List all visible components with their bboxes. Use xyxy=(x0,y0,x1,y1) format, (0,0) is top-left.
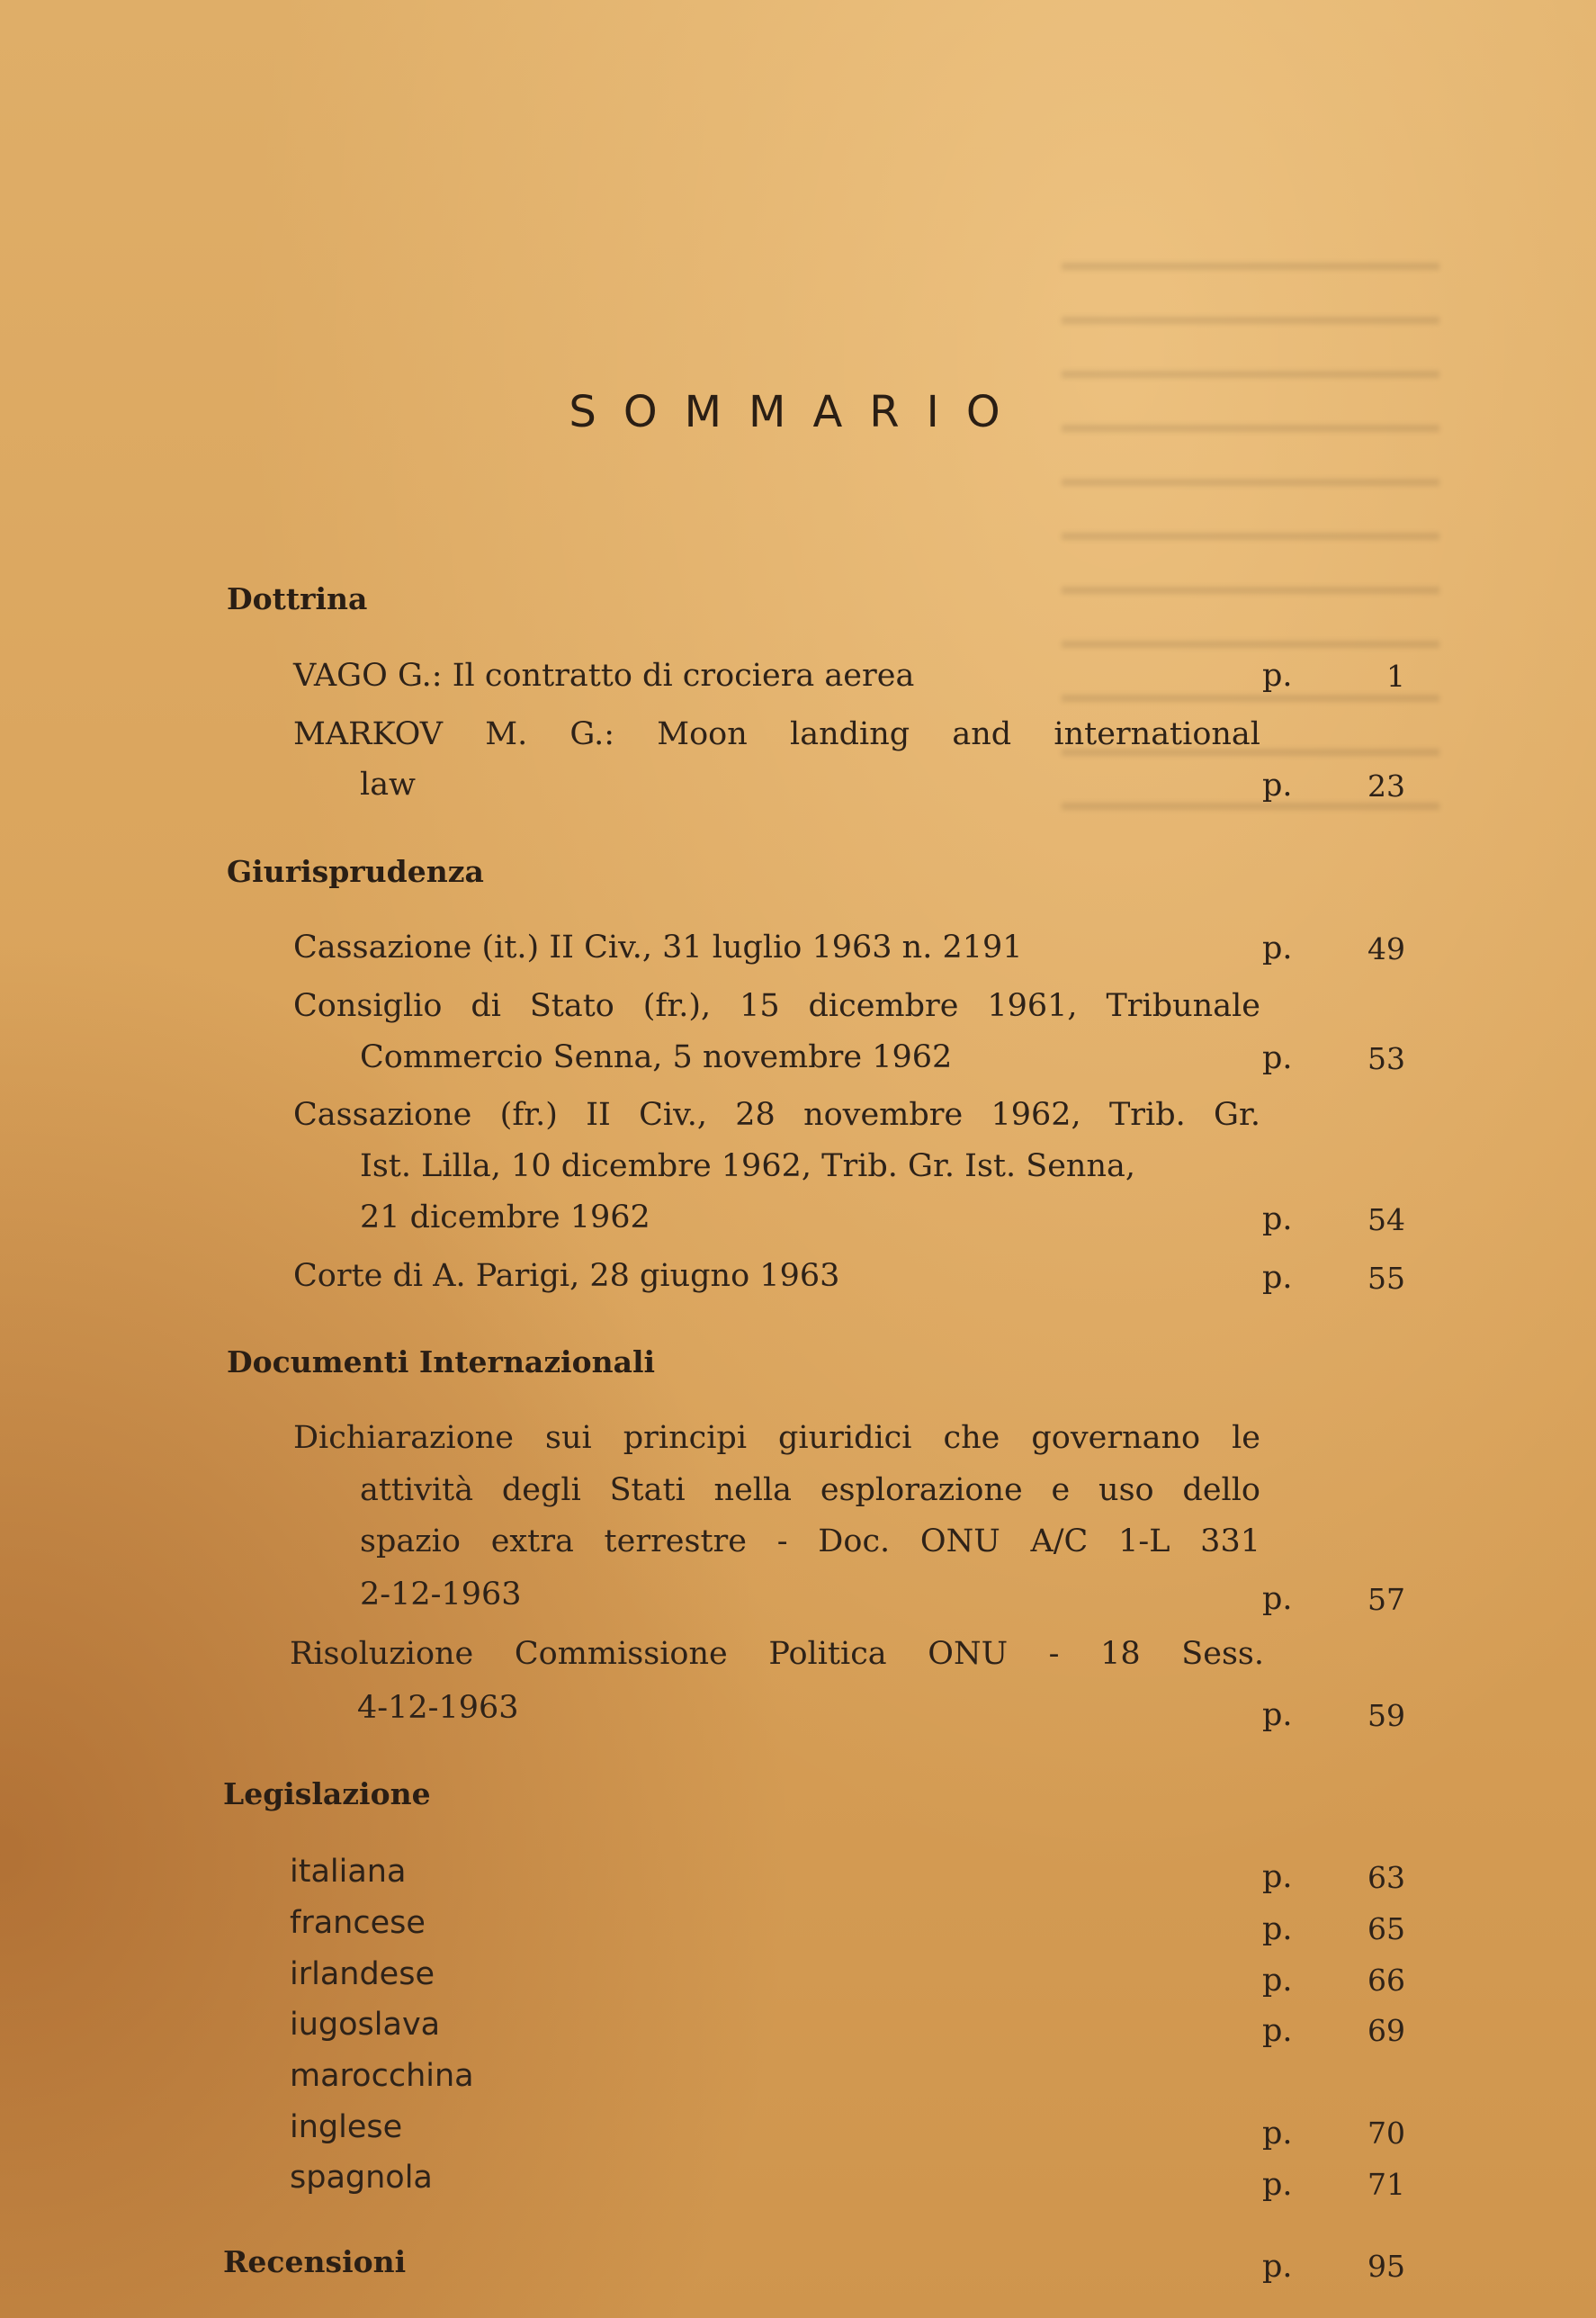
toc-entry-cassazione-fr: Cassazione (fr.) II Civ., 28 novembre 1962, Trib. Gr. xyxy=(293,1097,1260,1133)
section-heading-recensioni: Recensioni xyxy=(223,2244,407,2279)
page-number: 49 xyxy=(1367,931,1405,966)
page-abbr: p. xyxy=(1262,1911,1293,1947)
toc-entry-markov-cont: law xyxy=(360,767,417,803)
section-heading-legislazione: Legislazione xyxy=(223,1776,431,1811)
page-number: 53 xyxy=(1367,1041,1405,1076)
page-number: 54 xyxy=(1367,1202,1405,1237)
toc-entry-cassazione-fr-cont: 21 dicembre 1962 xyxy=(360,1199,650,1235)
page-abbr: p. xyxy=(1262,1859,1293,1895)
page-abbr: p. xyxy=(1262,1581,1293,1617)
legislazione-item: spagnola xyxy=(290,2160,433,2196)
page-abbr: p. xyxy=(1262,2249,1293,2285)
page-abbr: p. xyxy=(1262,768,1293,804)
section-heading-dottrina: Dottrina xyxy=(227,581,368,616)
page-number: 95 xyxy=(1367,2249,1405,2284)
page-number: 1 xyxy=(1386,659,1405,694)
toc-entry-cassazione-fr-cont: Ist. Lilla, 10 dicembre 1962, Trib. Gr. Ist. Senna, xyxy=(360,1148,1135,1184)
toc-entry-consiglio-stato: Consiglio di Stato (fr.), 15 dicembre 1961, Tribunale xyxy=(293,988,1260,1024)
page-abbr: p. xyxy=(1262,2167,1293,2203)
toc-entry-consiglio-stato-cont: Commercio Senna, 5 novembre 1962 xyxy=(360,1039,953,1075)
bleed-through-text xyxy=(1062,225,1439,855)
page-abbr: p. xyxy=(1262,2116,1293,2152)
page-number: 70 xyxy=(1367,2116,1405,2151)
page-abbr: p. xyxy=(1262,1697,1293,1733)
legislazione-item: marocchina xyxy=(290,2058,474,2094)
toc-entry-dichiarazione-cont: 2-12-1963 xyxy=(360,1577,522,1613)
toc-entry-dichiarazione-cont: spazio extra terrestre - Doc. ONU A/C 1-L 331 xyxy=(360,1523,1260,1559)
page-abbr: p. xyxy=(1262,930,1293,966)
legislazione-item: irlandese xyxy=(290,1956,435,1992)
page-abbr: p. xyxy=(1262,1963,1293,1999)
toc-entry-markov: MARKOV M. G.: Moon landing and international xyxy=(293,716,1260,752)
page-number: 63 xyxy=(1367,1860,1405,1895)
page-number: 65 xyxy=(1367,1911,1405,1946)
page-abbr: p. xyxy=(1262,1040,1293,1076)
toc-entry-corte-parigi: Corte di A. Parigi, 28 giugno 1963 xyxy=(293,1258,840,1294)
toc-entry-cassazione-it: Cassazione (it.) II Civ., 31 luglio 1963 n. 2191 xyxy=(293,930,1023,966)
toc-entry-dichiarazione-cont: attività degli Stati nella esplorazione e uso dello xyxy=(360,1472,1260,1508)
page-abbr: p. xyxy=(1262,658,1293,694)
page-number: 59 xyxy=(1367,1698,1405,1733)
page-number: 69 xyxy=(1367,2013,1405,2048)
toc-entry-risoluzione-cont: 4-12-1963 xyxy=(357,1690,519,1726)
legislazione-item: iugoslava xyxy=(290,2007,441,2043)
page-number: 66 xyxy=(1367,1963,1405,1998)
toc-entry-risoluzione: Risoluzione Commissione Politica ONU - 18 Sess. xyxy=(290,1636,1264,1672)
page-number: 57 xyxy=(1367,1582,1405,1617)
legislazione-item: italiana xyxy=(290,1854,407,1890)
page-title: SOMMARIO xyxy=(569,387,1027,437)
page-abbr: p. xyxy=(1262,2013,1293,2049)
page-number: 55 xyxy=(1367,1261,1405,1296)
page-abbr: p. xyxy=(1262,1201,1293,1237)
page-number: 71 xyxy=(1367,2167,1405,2202)
legislazione-item: francese xyxy=(290,1905,426,1941)
page-number: 23 xyxy=(1367,768,1405,804)
toc-entry-dichiarazione: Dichiarazione sui principi giuridici che governano le xyxy=(293,1420,1260,1456)
legislazione-item: inglese xyxy=(290,2109,403,2145)
toc-entry-vago: VAGO G.: Il contratto di crociera aerea xyxy=(293,658,915,694)
page-abbr: p. xyxy=(1262,1260,1293,1296)
section-heading-giurisprudenza: Giurisprudenza xyxy=(227,854,484,889)
section-heading-documenti: Documenti Internazionali xyxy=(227,1344,656,1379)
